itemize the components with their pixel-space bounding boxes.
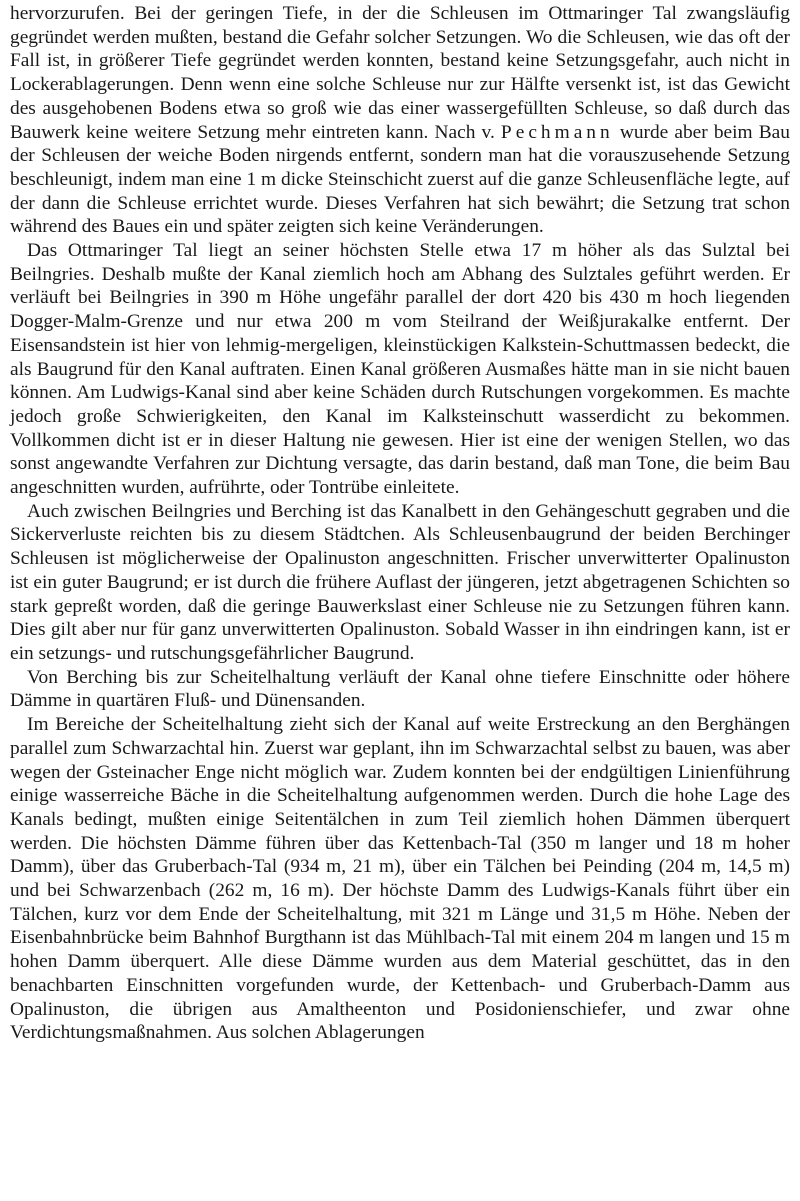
paragraph-5-text: Im Bereiche der Scheitelhaltung zieht sich der Kanal auf weite Erstreckung an den Berghängen parallel zum Schwarzachtal hin. Zuerst war geplant, ihn im Schwarzachtal selbst zu bauen, was aber wegen der Gsteinacher Enge nicht möglich war. Zudem konnten bei der endgültigen Linienführung einige wasserreiche Bäche in die Scheitelhaltung aufgenommen werden. Durch die hohe Lage des Kanals bedingt, mußten einige Seitentälchen in zum Teil ziemlich hohen Dämmen überquert werden. Die höchsten Dämme führen über das Kettenbach-Tal (350 m langer und 18 m hoher Damm), über das Gruberbach-Tal (934 m, 21 m), über ein Tälchen bei Peinding (204 m, 14,5 m) und bei Schwarzenbach (262 m, 16 m). Der höchste Damm des Ludwigs-Kanals führt über ein Tälchen, kurz vor dem Ende der Scheitelhaltung, mit 321 m Länge und 31,5 m Höhe. Neben der Eisenbahnbrücke beim Bahnhof Burgthann ist das Mühlbach-Tal mit einem 204 m langen und 15 m hohen Damm überquert. Alle diese Dämme wurden aus dem Material geschüttet, das in den benachbarten Einschnitten vorgefunden wurde, der Kettenbach- und Gruberbach-Damm aus Opalinuston, die übrigen aus Amaltheenton und Posidonienschiefer, und zwar ohne Verdichtungsmaßnahmen. Aus solchen Ablagerungen: [10, 714, 790, 1044]
paragraph-1: [10, 2, 790, 239]
document-page: [10, 2, 790, 1045]
paragraph-2-text: Das Ottmaringer Tal liegt an seiner höchsten Stelle etwa 17 m höher als das Sulztal bei Beilngries. Deshalb mußte der Kanal ziemlich hoch am Abhang des Sulztales geführt werden. Er verläuft bei Beilngries in 390 m Höhe ungefähr parallel der dort 420 bis 430 m hoch liegenden Dogger-Malm-Grenze und nur etwa 200 m vom Steilrand der Weißjurakalke entfernt. Der Eisensandstein ist hier von lehmig-mergeligen, kleinstückigen Kalkstein-Schuttmassen bedeckt, die als Baugrund für den Kanal auftraten. Einen Kanal größeren Ausmaßes hätte man in sie nicht bauen können. Am Ludwigs-Kanal sind aber keine Schäden durch Rutschungen vorgekommen. Es machte jedoch große Schwierigkeiten, den Kanal im Kalksteinschutt wasserdicht zu bekommen. Vollkommen dicht ist er in dieser Haltung nie gewesen. Hier ist eine der wenigen Stellen, wo das sonst angewandte Verfahren zur Dichtung versagte, das darin bestand, daß man Tone, die beim Bau angeschnitten wurden, aufrührte, oder Tontrübe einleitete.: [10, 240, 790, 499]
paragraph-2: [10, 239, 790, 500]
paragraph-3: [10, 500, 790, 666]
paragraph-4-text: Von Berching bis zur Scheitelhaltung verläuft der Kanal ohne tiefere Einschnitte oder höhere Dämme in quartären Fluß- und Dünensanden.: [10, 666, 790, 712]
paragraph-5: [10, 713, 790, 1045]
author-name-pechmann: Pechmann: [500, 121, 614, 143]
paragraph-1-text-a: hervorzurufen. Bei der geringen Tiefe, in der die Schleusen im Ottmaringer Tal zwangsläufig gegründet werden mußten, bestand die Gefahr solcher Setzungen. Wo die Schleusen, wie das oft der Fall ist, in größerer Tiefe gegründet werden konnten, bestand keine Setzungsgefahr, auch nicht in Lockerablagerungen. Denn wenn eine solche Schleuse nur zur Hälfte versenkt ist, ist das Gewicht des ausgehobenen Bodens etwa so groß wie das einer wassergefüllten Schleuse, so daß durch das Bauwerk keine weitere Setzung mehr eintreten kann. Nach v.: [10, 3, 790, 143]
paragraph-1-text-b: wurde aber beim Bau der Schleusen der weiche Boden nirgends entfernt, sondern man hat die vorauszusehende Setzung beschleunigt, indem man eine 1 m dicke Steinschicht zuerst auf die ganze Schleusenfläche legte, auf der dann die Schleuse errichtet wurde. Dieses Verfahren hat sich bewährt; die Setzung trat schon während des Baues ein und später zeigten sich keine Veränderungen.: [10, 121, 790, 238]
paragraph-3-text: Auch zwischen Beilngries und Berching ist das Kanalbett in den Gehängeschutt gegraben und die Sickerverluste reichten bis zu diesem Städtchen. Als Schleusenbaugrund der beiden Berchinger Schleusen ist möglicherweise der Opalinuston angeschnitten. Frischer unverwitterter Opalinuston ist ein guter Baugrund; er ist durch die frühere Auflast der jüngeren, jetzt abgetragenen Schichten so stark gepreßt worden, daß die geringe Bauwerkslast einer Schleuse nie zu Setzungen führen kann. Dies gilt aber nur für ganz unverwitterten Opalinuston. Sobald Wasser in ihn eindringen kann, ist er ein setzungs- und rutschungsgefährlicher Baugrund.: [10, 500, 790, 664]
paragraph-4: [10, 666, 790, 713]
